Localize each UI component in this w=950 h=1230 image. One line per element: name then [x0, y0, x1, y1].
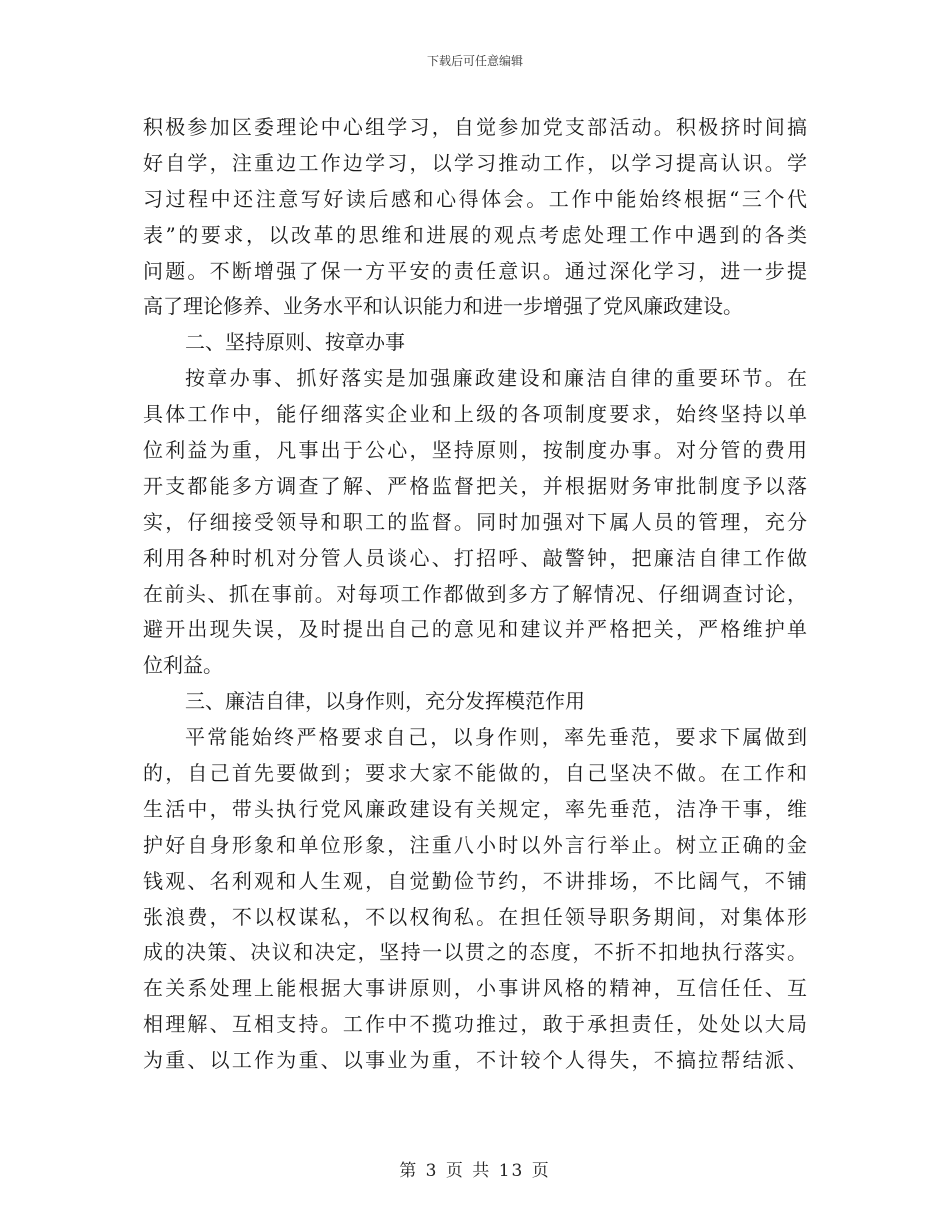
page-footer: 第 3 页 共 13 页: [399, 1161, 551, 1181]
text-line: 积极参加区委理论中心组学习，自觉参加党支部活动。积极挤时间搞: [143, 115, 807, 139]
text-line: 二、坚持原则、按章办事: [185, 330, 405, 355]
text-line: 张浪费，不以权谋私，不以权徇私。在担任领导职务期间，对集体形: [143, 904, 807, 929]
text-line: 的，自己首先要做到；要求大家不能做的，自己坚决不做。在工作和: [143, 761, 807, 786]
document-body: [143, 110, 807, 1079]
text-line: 相理解、互相支持。工作中不揽功推过，敢于承担责任，处处以大局: [143, 1012, 807, 1037]
text-line: 在关系处理上能根据大事讲原则，小事讲风格的精神，互信任任、互: [143, 976, 807, 1001]
text-line: 位利益。: [143, 653, 223, 678]
text-line: 位利益为重，凡事出于公心，坚持原则，按制度办事。对分管的费用: [143, 438, 807, 463]
text-line: 按章办事、抓好落实是加强廉政建设和廉洁自律的重要环节。在: [185, 366, 807, 391]
text-line: 表”的要求，以改革的思维和进展的观点考虑处理工作中遇到的各类: [143, 222, 807, 247]
text-line: 开支都能多方调查了解、严格监督把关，并根据财务审批制度予以落: [143, 473, 807, 498]
text-line: 生活中，带头执行党风廉政建设有关规定，率先垂范，洁净干事，维: [143, 796, 807, 821]
text-line: 平常能始终严格要求自己，以身作则，率先垂范，要求下属做到: [185, 725, 807, 750]
text-line: 好自学，注重边工作边学习，以学习推动工作，以学习提高认识。学: [143, 150, 807, 175]
text-line: 利用各种时机对分管人员谈心、打招呼、敲警钟，把廉洁自律工作做: [143, 545, 807, 570]
text-line: 为重、以工作为重、以事业为重，不计较个人得失，不搞拉帮结派、: [143, 1048, 807, 1073]
text-line: 实，仔细接受领导和职工的监督。同时加强对下属人员的管理，充分: [143, 509, 807, 534]
text-line: 问题。不断增强了保一方平安的责任意识。通过深化学习，进一步提: [143, 258, 807, 283]
text-line: 高了理论修养、业务水平和认识能力和进一步增强了党风廉政建设。: [143, 294, 743, 319]
text-line: 具体工作中，能仔细落实企业和上级的各项制度要求，始终坚持以单: [143, 402, 807, 427]
text-line: 避开出现失误，及时提出自己的意见和建议并严格把关，严格维护单: [143, 617, 807, 642]
text-line: 护好自身形象和单位形象，注重八小时以外言行举止。树立正确的金: [143, 832, 807, 857]
text-line: 习过程中还注意写好读后感和心得体会。工作中能始终根据“三个代: [143, 186, 807, 211]
text-line: 钱观、名利观和人生观，自觉勤俭节约，不讲排场，不比阔气，不铺: [143, 868, 807, 893]
text-line: 在前头、抓在事前。对每项工作都做到多方了解情况、仔细调查讨论，: [143, 581, 807, 606]
text-line: 三、廉洁自律，以身作则，充分发挥模范作用: [185, 689, 585, 714]
page-header: 下载后可任意编辑: [426, 54, 523, 68]
text-line: 成的决策、决议和决定，坚持一以贯之的态度，不折不扣地执行落实。: [143, 940, 807, 965]
